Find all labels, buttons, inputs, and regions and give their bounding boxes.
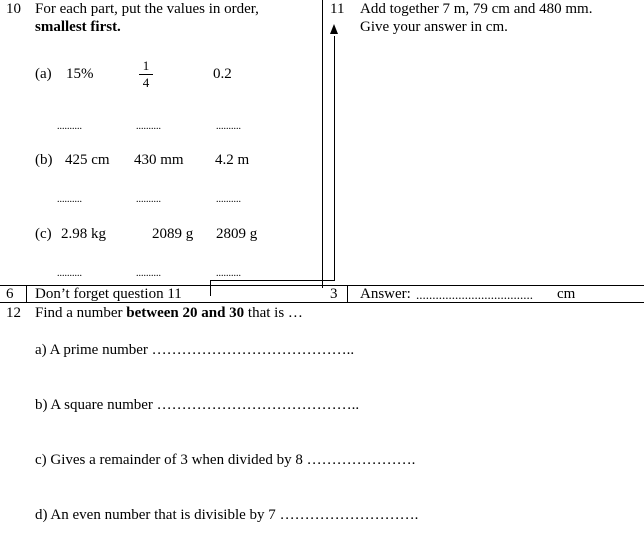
arrow-connector-vertical — [210, 280, 211, 296]
q11-marks-divider — [347, 285, 348, 302]
fraction-denominator: 4 — [142, 75, 150, 90]
q11-marks: 3 — [330, 286, 338, 302]
q12-prompt — [35, 305, 303, 322]
q11-number: 11 — [330, 1, 345, 17]
q10-marks-divider — [26, 285, 27, 302]
q10-prompt-line1: For each part, put the values in order, — [35, 1, 259, 17]
q12c-answer-blank[interactable]: …………………. — [306, 452, 416, 468]
q10-prompt-line2: smallest first. — [35, 19, 121, 35]
q10c-answer-blank-2[interactable]: .......... — [136, 268, 161, 279]
q10c-value-3: 2809 g — [216, 226, 258, 242]
q10b-answer-blank-2[interactable]: .......... — [136, 194, 161, 205]
q10-footer-note: Don’t forget question 11 — [35, 286, 182, 302]
q12-prompt-bold: between 20 and 30 — [126, 305, 245, 321]
q10a-answer-blank-3[interactable]: .......... — [216, 121, 241, 132]
q10a-answer-blank-1[interactable]: .......... — [57, 121, 82, 132]
q10c-value-1: 2.98 kg — [61, 226, 106, 242]
q12d-answer-blank[interactable]: ………………………. — [279, 507, 419, 523]
column-divider — [322, 0, 323, 288]
q10c-value-2: 2089 g — [152, 226, 194, 242]
q10a-value-1: 15% — [66, 66, 94, 82]
q12b-row — [35, 397, 359, 414]
q12d-row — [35, 507, 418, 524]
q12b-answer-blank[interactable]: ………………………………….. — [156, 397, 360, 413]
q11-answer-unit: cm — [557, 286, 576, 302]
q10a-label: (a) — [35, 66, 52, 82]
q10-number: 10 — [6, 1, 21, 17]
q10a-fraction — [139, 59, 153, 90]
q10a-value-3: 0.2 — [213, 66, 232, 82]
q11-prompt-line2: Give your answer in cm. — [360, 19, 508, 35]
q10b-answer-blank-3[interactable]: .......... — [216, 194, 241, 205]
q10c-answer-blank-3[interactable]: .......... — [216, 268, 241, 279]
q12a-label: a) A prime number — [35, 342, 148, 358]
q10a-answer-blank-2[interactable]: .......... — [136, 121, 161, 132]
q10b-value-2: 430 mm — [134, 152, 184, 168]
q10b-value-3: 4.2 m — [215, 152, 250, 168]
q10b-label: (b) — [35, 152, 53, 168]
q12a-answer-blank[interactable]: ………………………………….. — [151, 342, 355, 358]
q10-marks: 6 — [6, 286, 14, 302]
q11-answer-blank[interactable]: .................................... — [416, 287, 533, 302]
arrow-connector-horizontal — [210, 280, 335, 281]
q12-number: 12 — [6, 305, 21, 321]
q10c-answer-blank-1[interactable]: .......... — [57, 268, 82, 279]
q12c-label: c) Gives a remainder of 3 when divided by 8 — [35, 452, 303, 468]
q12-prompt-pre: Find a number — [35, 305, 127, 321]
q11-prompt-line1: Add together 7 m, 79 cm and 480 mm. — [360, 1, 593, 17]
q10b-value-1: 425 cm — [65, 152, 110, 168]
fraction-numerator: 1 — [142, 58, 150, 73]
q10b-answer-blank-1[interactable]: .......... — [57, 194, 82, 205]
q12a-row — [35, 342, 354, 359]
q12d-label: d) An even number that is divisible by 7 — [35, 507, 276, 523]
arrow-up-icon — [330, 24, 338, 34]
q12c-row — [35, 452, 415, 469]
q10c-label: (c) — [35, 226, 52, 242]
q11-answer-label: Answer: — [360, 286, 411, 302]
q12b-label: b) A square number — [35, 397, 153, 413]
arrow-shaft — [334, 36, 335, 280]
q12-prompt-post: that is … — [244, 305, 303, 321]
